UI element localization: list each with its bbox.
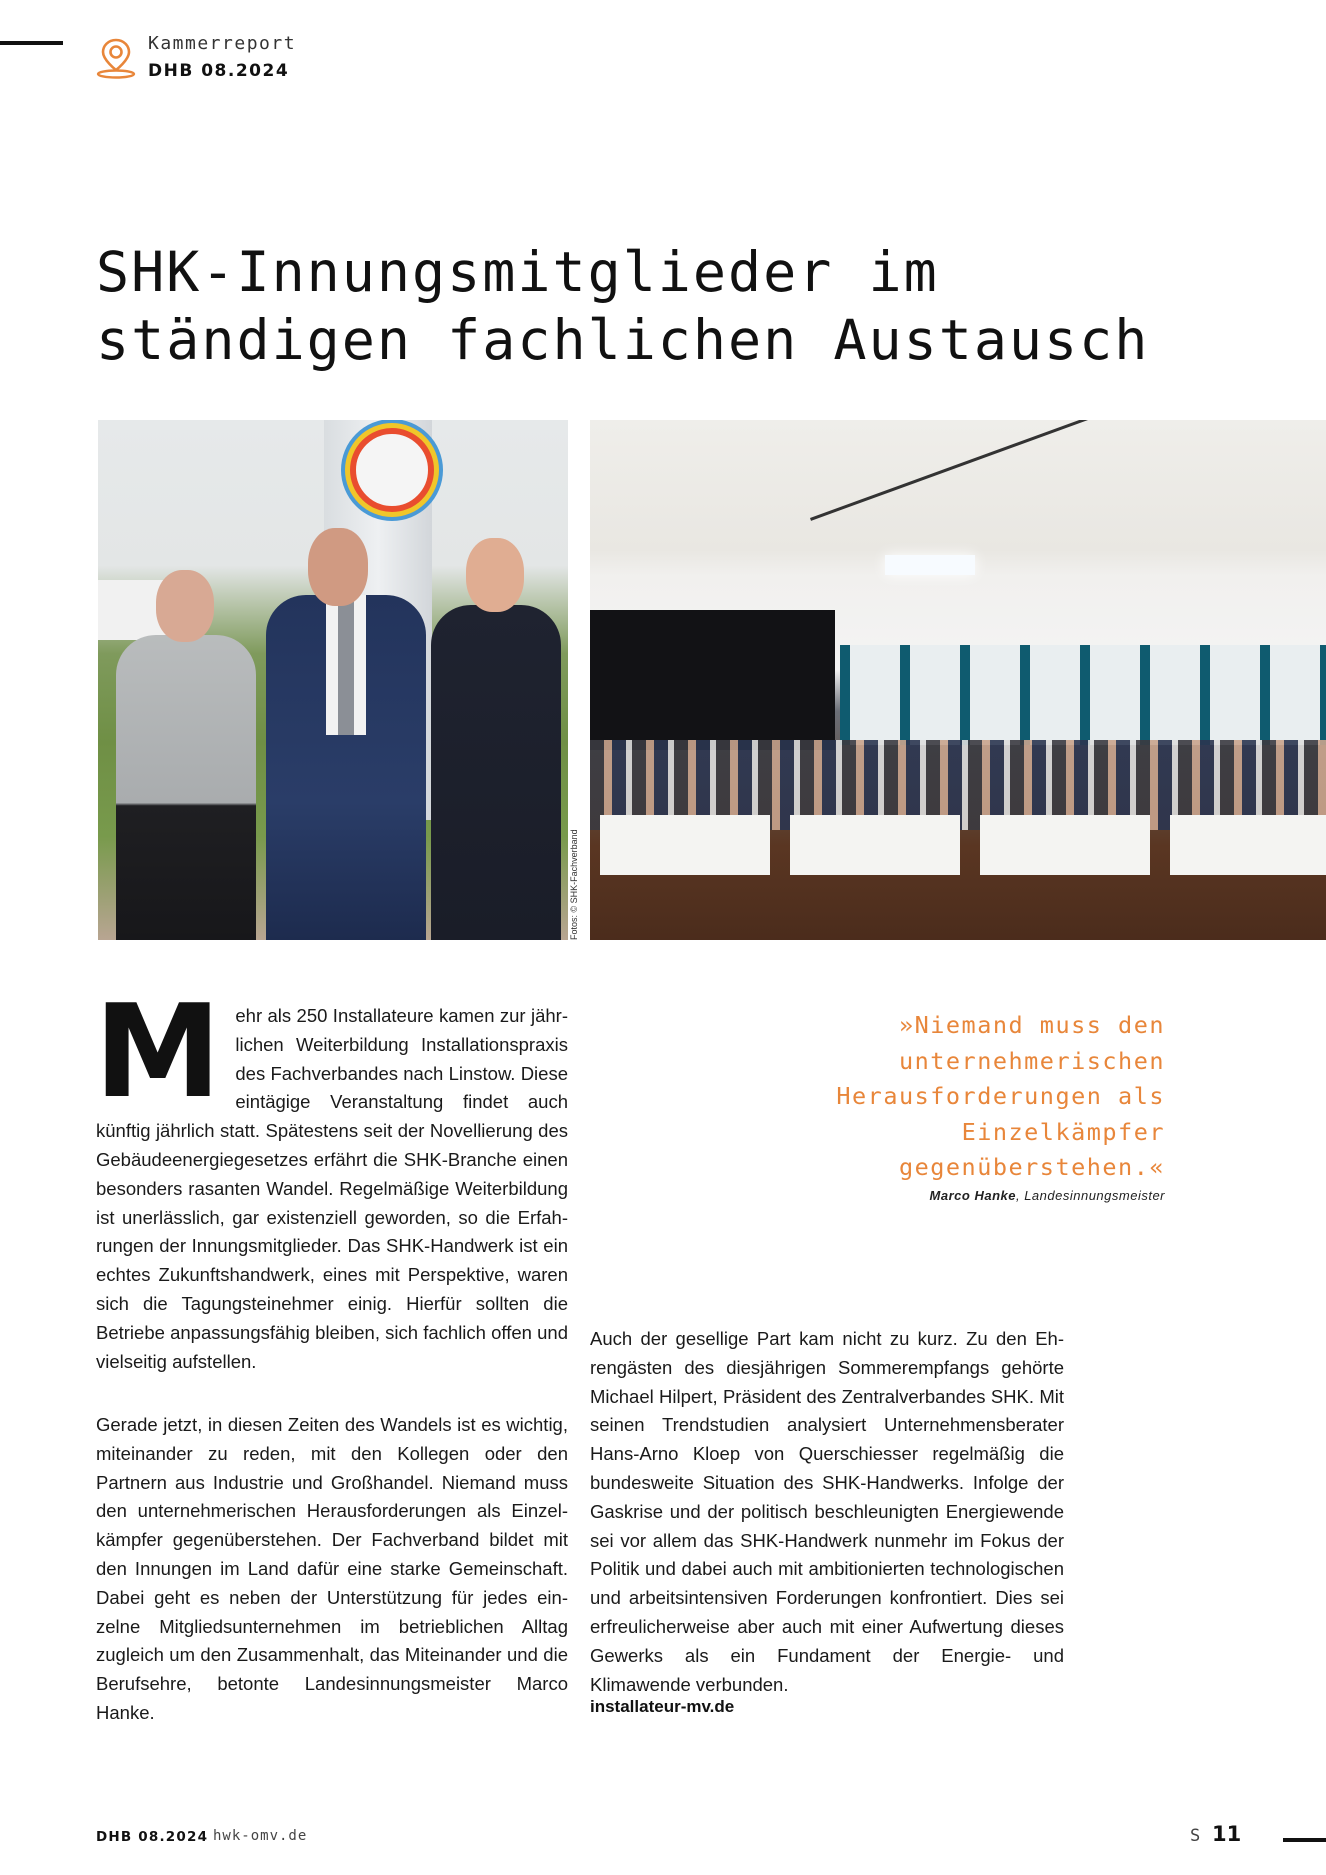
headline-line-1: SHK-Innungsmitglieder im	[96, 240, 939, 304]
section-label: Kammerreport	[148, 33, 297, 54]
pull-quote-line: unternehmerischen	[898, 1046, 1165, 1075]
article-paragraph-2: Gerade jetzt, in diesen Zeiten des Wandels ist es wichtig, miteinander zu reden, mit den Kollegen oder den Partnern aus Industrie und Großhandel. Niemand muss den unternehmerischen Herausforderungen als Einzelkämpfer gegenüberstehen. Der Fachverband bildet mit den Innungen im Land dafür eine starke Gemeinschaft. Dabei geht es neben der Unterstützung für jedes einzelne Mitgliedsunternehmen im betrieblichen Alltag zugleich um den Zusammenhalt, das Miteinander und die Berufsehre, betonte Landesinnungsmeister Marco Hanke.	[96, 1414, 568, 1723]
ceiling-light	[885, 555, 975, 575]
footer-issue: DHB 08.2024	[96, 1829, 209, 1845]
quote-author: Marco Hanke	[929, 1188, 1016, 1203]
source-link[interactable]: installateur-mv.de	[590, 1697, 735, 1716]
article-column-left-2	[96, 1411, 568, 1728]
footer-website-link[interactable]: hwk-omv.de	[213, 1828, 308, 1844]
hall-windows	[840, 645, 1326, 745]
photo-credit: Fotos: © SHK-Fachverband	[569, 829, 579, 940]
article-headline	[96, 238, 1296, 374]
pull-quote-line: gegenüberstehen.«	[898, 1153, 1165, 1181]
page-number: 11	[1212, 1822, 1242, 1846]
drop-cap: M	[94, 978, 222, 1127]
header-rule	[0, 41, 63, 45]
article-paragraph-1: ehr als 250 Installateure kamen zur jährlichen Weiterbildung Installationspraxis des Fachverbandes nach Linstow. Diese eintägige Veranstaltung findet auch künftig jährlich statt. Spätestens seit der Novellierung des Gebäudeenergiegesetzes erfährt die SHK-Branche einen besonders rasanten Wandel. Regelmäßige Weiterbildung ist unerlässlich, gar existenziell geworden, so die Erfahrungen der Innungsmitglieder. Das SHK-Handwerk ist ein echtes Zukunftshandwerk, eines mit Perspektive, waren sich die Tagungsteinehmer einig. Hierfür sollten die Betriebe anpassungsfähig bleiben, sich fachlich offen und vielseitig aufstellen.	[96, 1005, 568, 1372]
article-column-right	[590, 1325, 1064, 1699]
pull-quote-line: Einzelkämpfer	[961, 1117, 1165, 1146]
pull-quote	[760, 1008, 1165, 1186]
photo-person-center-head	[308, 528, 368, 606]
photo-three-men-flag	[98, 420, 568, 940]
ceiling-rail	[810, 420, 1149, 521]
photo-person-left	[116, 635, 256, 940]
photo-person-right	[431, 605, 561, 940]
photo-conference-hall	[590, 420, 1326, 940]
quote-role: , Landesinnungsmeister	[1015, 1188, 1165, 1203]
headline-line-2: ständigen fachlichen Austausch	[96, 308, 1150, 372]
pull-quote-line: »Niemand muss den	[898, 1011, 1165, 1039]
photo-person-center-shirt	[326, 595, 366, 735]
stage-screen	[590, 610, 835, 750]
issue-label: DHB 08.2024	[148, 61, 290, 81]
photo-person-left-head	[156, 570, 214, 642]
article-column-left-1	[94, 978, 568, 1376]
photo-person-right-head	[466, 538, 524, 612]
article-paragraph-3: Auch der gesellige Part kam nicht zu kurz. Zu den Ehrengästen des diesjährigen Sommerempfangs gehörte Michael Hilpert, Präsident des Zentralverbandes SHK. Mit seinen Trendstudien analysiert Unternehmensberater Hans-Arno Kloep von Querschiesser regelmäßig die bundesweite Situation des SHK-Handwerks. Infolge der Gaskrise und der politisch beschleunigten Energiewende sei vor allem das SHK-Handwerk nunmehr im Fokus der Politik und dabei auch mit ambitionierten technologischen und arbeitsintensiven Forderungen konfrontiert. Dies sei erfreulicherweise aber auch mit einer Aufwertung dieses Gewerks als ein Fundament der Energie- und Klimawende verbunden.	[590, 1328, 1064, 1695]
pull-quote-line: Herausforderungen als	[836, 1082, 1165, 1110]
page-prefix: S	[1190, 1826, 1201, 1846]
flag-logo	[350, 428, 434, 512]
footer-rule	[1283, 1838, 1326, 1842]
tables	[600, 815, 1326, 875]
location-pin-icon	[96, 37, 136, 79]
pull-quote-attribution	[760, 1188, 1165, 1203]
